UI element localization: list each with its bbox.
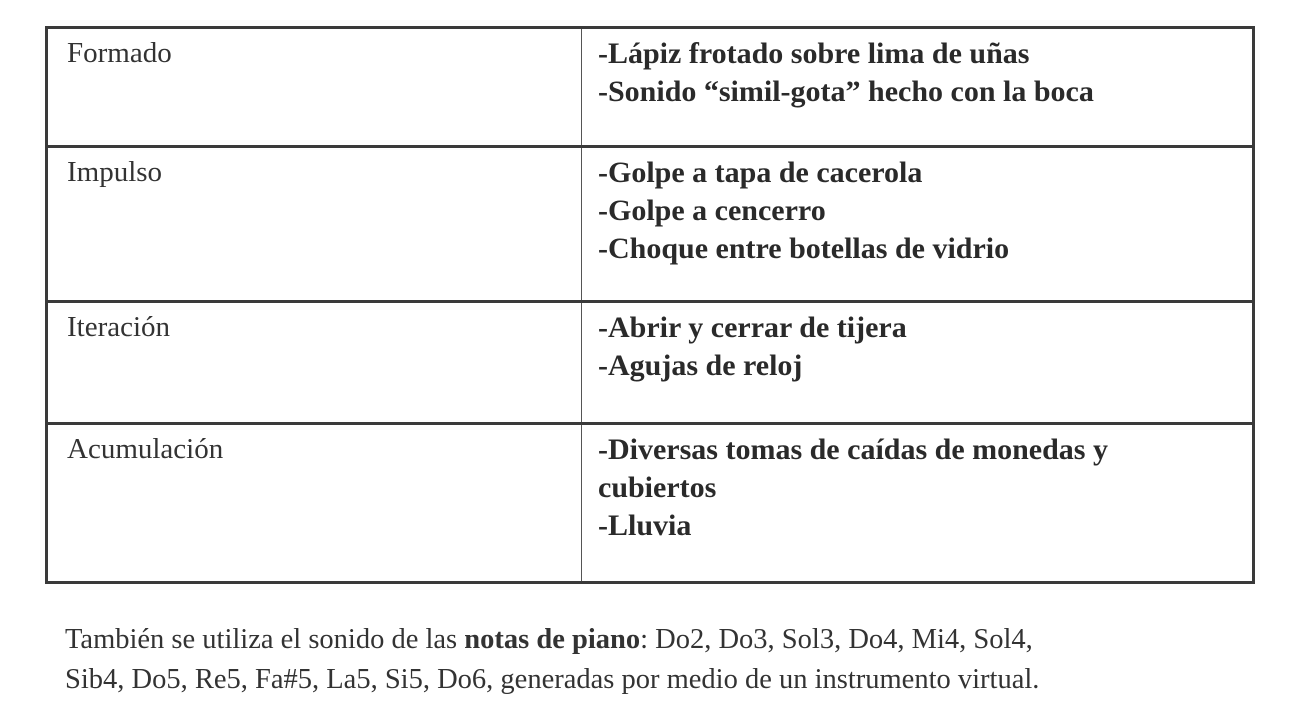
footnote-text: Sib4, Do5, Re5, Fa#5, La5, Si5, Do6, generadas por medio de un instrumento virtual. bbox=[65, 664, 1040, 695]
footnote-emphasis: notas de piano bbox=[464, 624, 641, 655]
table-row bbox=[47, 424, 1254, 583]
category-label-acumulacion: Acumulación bbox=[47, 424, 582, 583]
table-row bbox=[47, 147, 1254, 302]
sound-example: cubiertos bbox=[598, 471, 717, 504]
sound-example: -Lápiz frotado sobre lima de uñas bbox=[598, 37, 1030, 70]
sound-example: -Lluvia bbox=[598, 509, 692, 542]
footnote-text: : Do2, Do3, Sol3, Do4, Mi4, Sol4, bbox=[640, 624, 1033, 655]
sound-examples-cell bbox=[582, 424, 1254, 583]
sound-example: -Golpe a cencerro bbox=[598, 194, 826, 227]
sound-examples-cell bbox=[582, 302, 1254, 424]
footnote-text: También se utiliza el sonido de las bbox=[65, 624, 465, 655]
sound-example: -Agujas de reloj bbox=[598, 349, 803, 382]
sound-examples-cell bbox=[582, 147, 1254, 302]
sound-example: -Sonido “simil-gota” hecho con la boca bbox=[598, 75, 1094, 108]
sound-example: -Abrir y cerrar de tijera bbox=[598, 311, 907, 344]
category-label-impulso: Impulso bbox=[47, 147, 582, 302]
table-row bbox=[47, 28, 1254, 147]
category-label-formado: Formado bbox=[47, 28, 582, 147]
footnote-paragraph bbox=[65, 620, 1265, 700]
sound-example: -Choque entre botellas de vidrio bbox=[598, 232, 1010, 265]
sound-classification-table bbox=[45, 26, 1255, 584]
table-row bbox=[47, 302, 1254, 424]
sound-examples-cell bbox=[582, 28, 1254, 147]
sound-example: -Diversas tomas de caídas de monedas y bbox=[598, 433, 1108, 466]
sound-example: -Golpe a tapa de cacerola bbox=[598, 156, 923, 189]
category-label-iteracion: Iteración bbox=[47, 302, 582, 424]
